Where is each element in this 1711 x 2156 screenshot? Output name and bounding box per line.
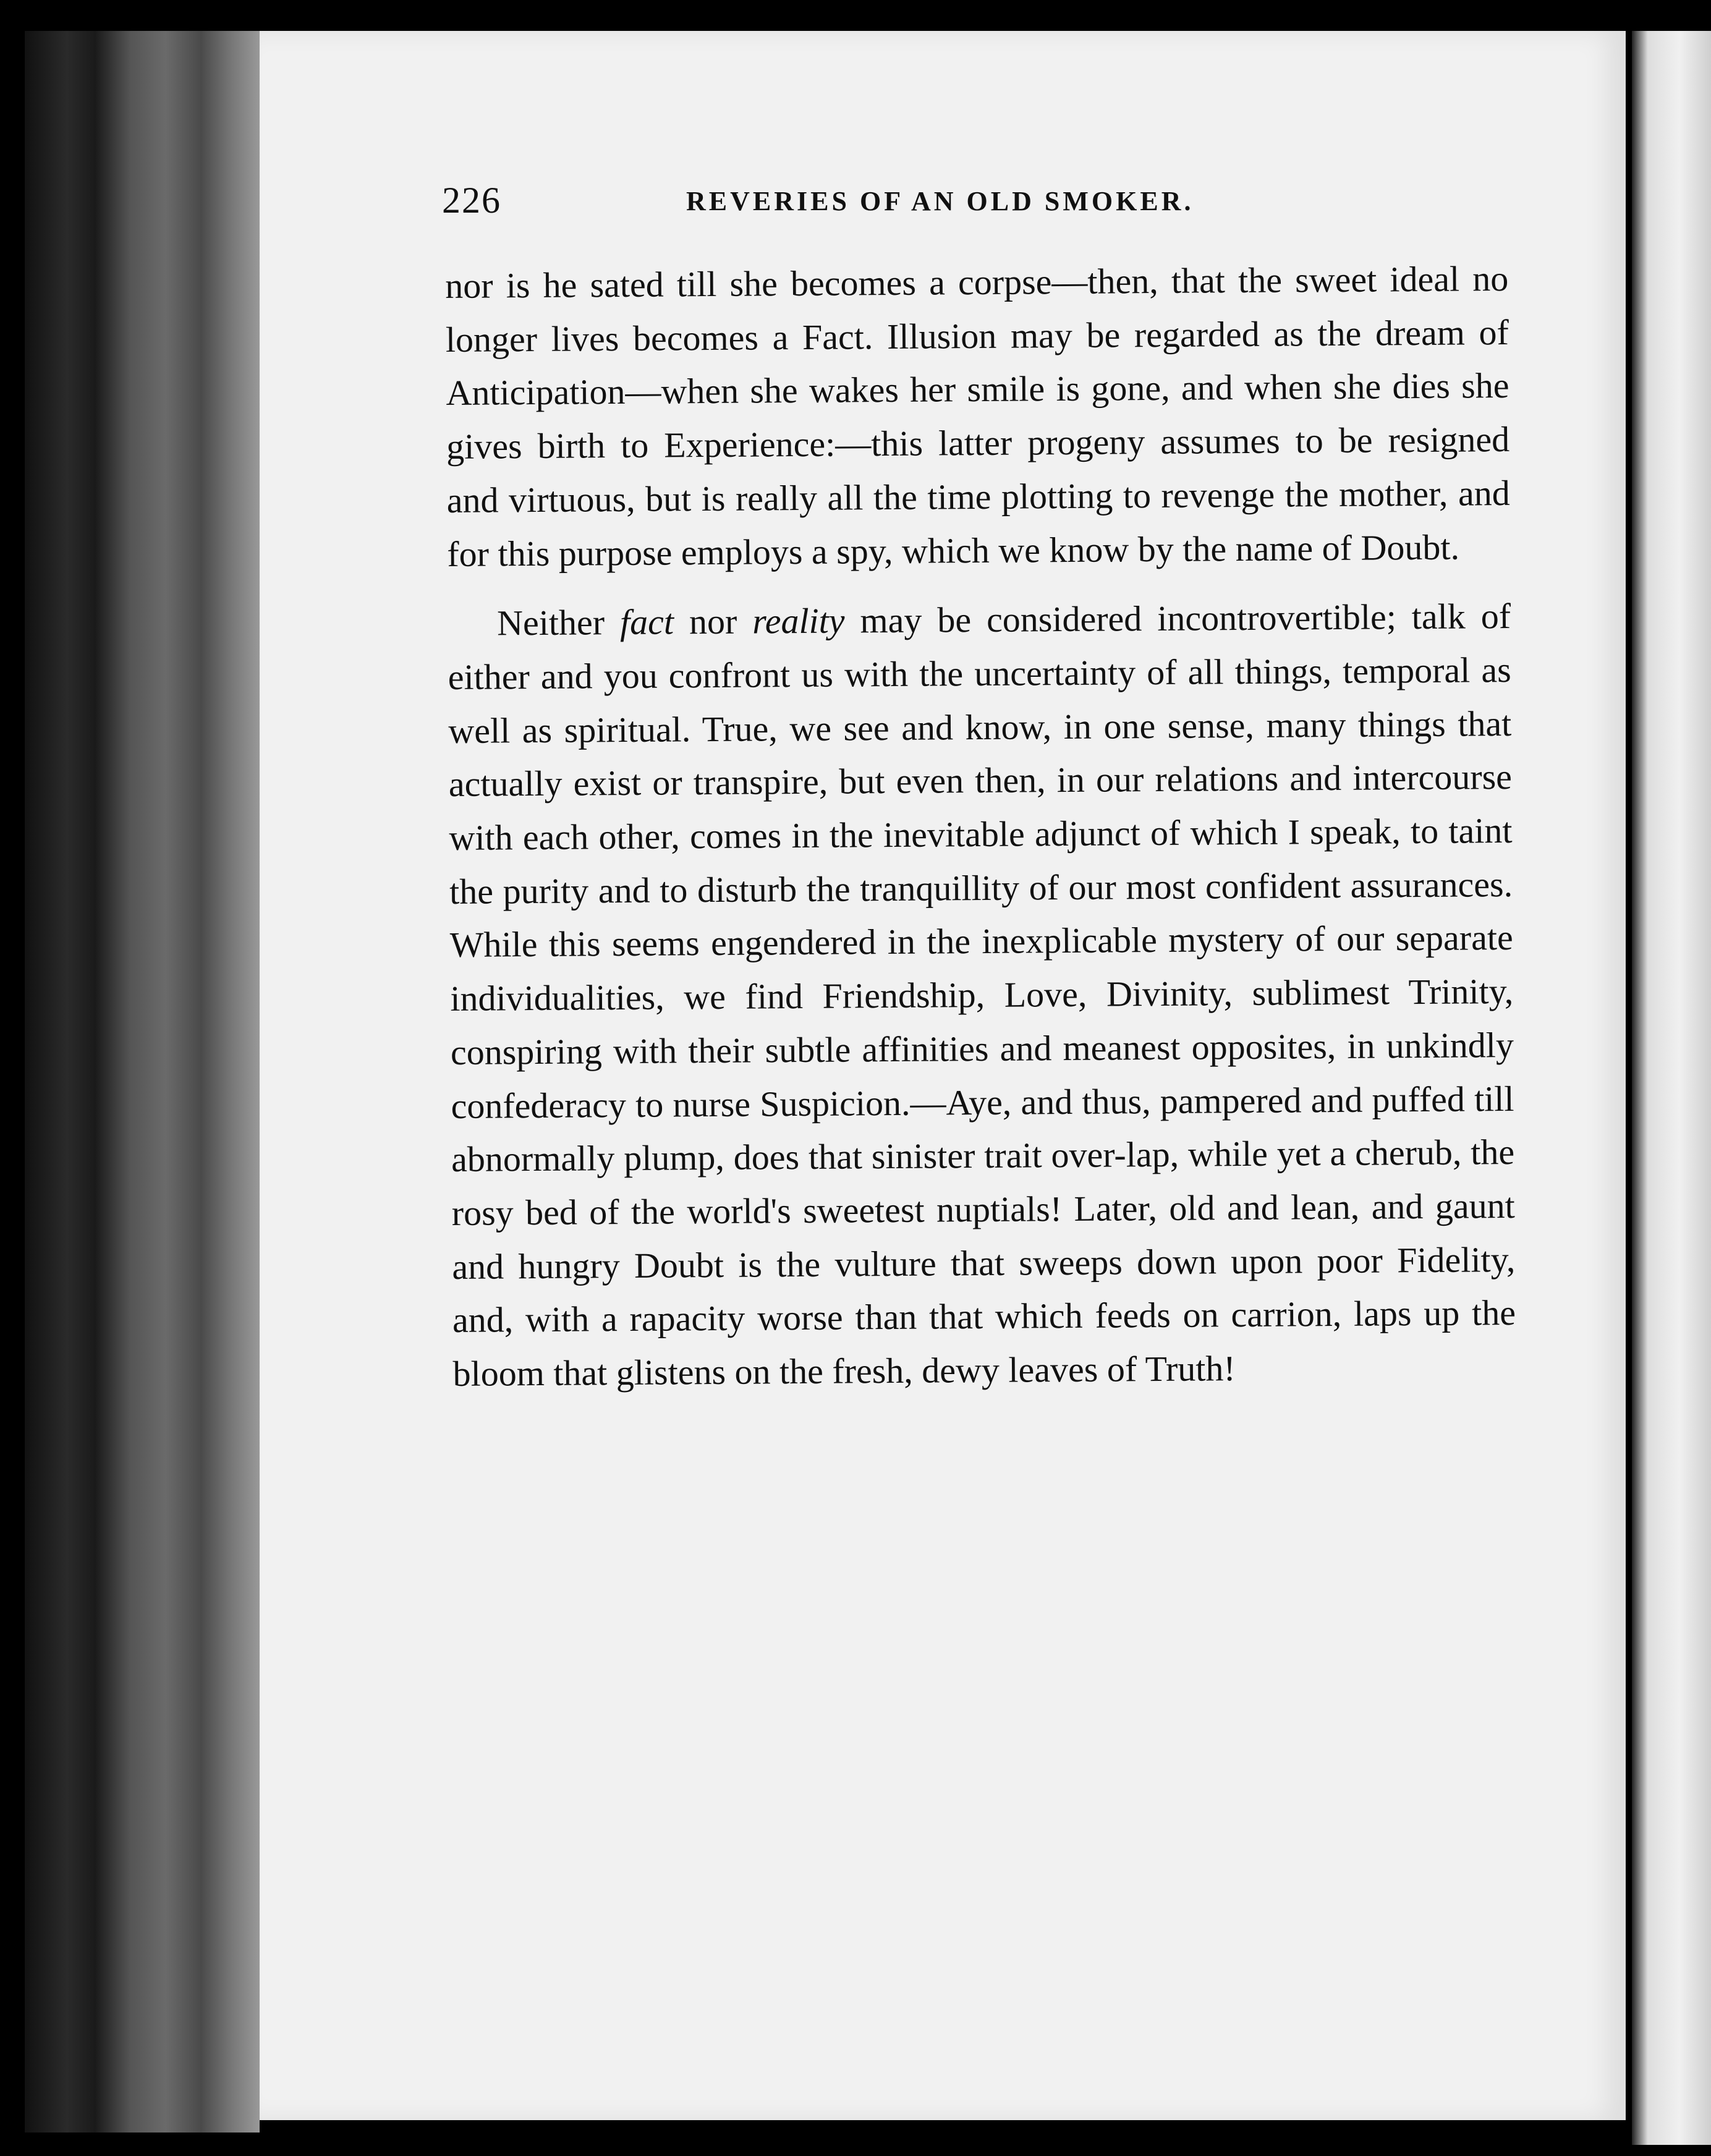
facing-page-edge [1632, 31, 1711, 2145]
italic-word-fact: fact [619, 601, 674, 643]
paragraph-2-part-3: may be considered incontrovertible; talk of either and you confront us with the uncertainty of all things, temporal as well as spiritual. True, we see and know, in one sense, many things that actually exist or transpire, but even then, in our relations and intercourse with each other, comes in the inevitable adjunct of which I speak, to taint the purity and to disturb the tranquillity of our most confident assurances. While this seems engendered in the inexplicable mystery of our separate individualities, we find Friendship, Love, Divinity, sublimest Trinity, conspiring with their subtle affinities and meanest opposites, in unkindly confederacy to nurse Suspicion.—Aye, and thus, pampered and puffed till abnormally plump, does that sinister trait over-lap, while yet a cherub, the rosy bed of the world's sweetest nuptials! Later, old and lean, and gaunt and hungry Doubt is the vulture that sweeps down upon poor Fidelity, and, with a rapacity worse than that which feeds on carrion, laps up the bloom that glistens on the fresh, dewy leaves of Truth! [448, 596, 1516, 1394]
page-number: 226 [442, 180, 501, 221]
body-text [445, 252, 1516, 1401]
italic-word-reality: reality [752, 600, 845, 642]
paragraph-2-part-1: Neither [496, 602, 621, 643]
paragraph-2-part-2: nor [673, 601, 753, 642]
book-page-edges [25, 31, 260, 2133]
page-header [442, 179, 1276, 235]
paragraph-1: nor is he sated till she becomes a corpse—then, that the sweet ideal no longer lives becomes a Fact. Illusion may be regarded as the dream of Anticipation—when she wakes her smile is gone, and when she dies she gives birth to Experience:—this latter progeny assumes to be resigned and virtuous, but is really all the time plotting to revenge the mother, and for this purpose employs a spy, which we know by the name of Doubt. [445, 258, 1510, 574]
running-head: REVERIES OF AN OLD SMOKER. [686, 186, 1194, 216]
paragraph-2 [448, 590, 1516, 1401]
